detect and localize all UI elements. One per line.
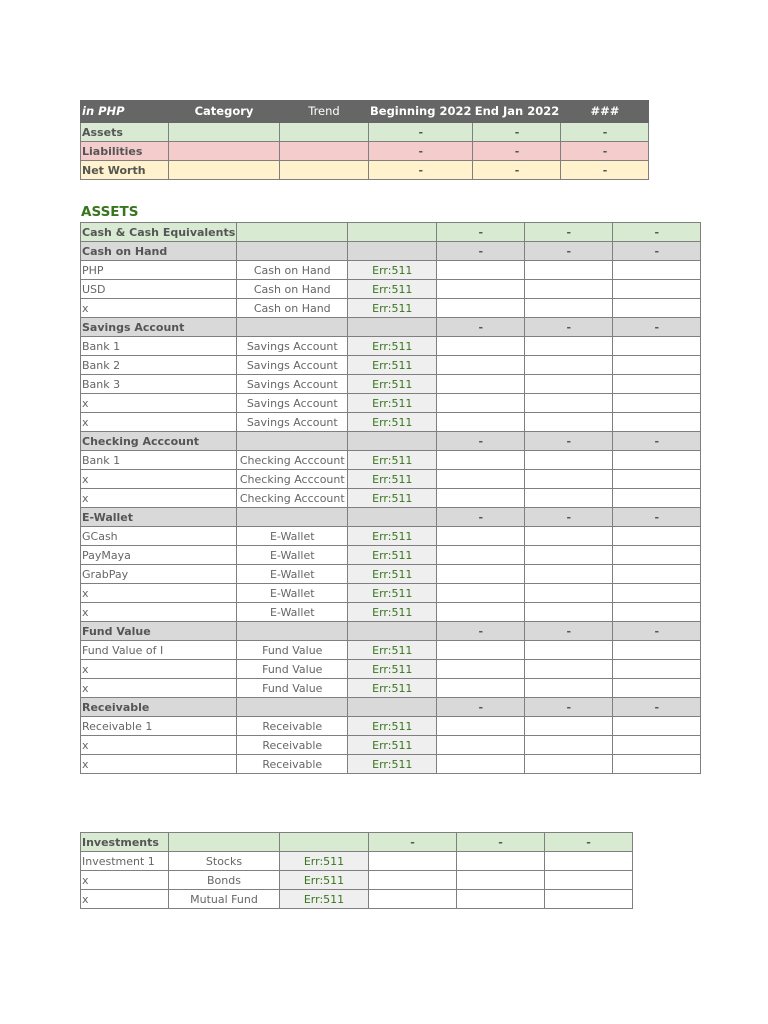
item-name-cell[interactable]: x	[81, 413, 237, 432]
item-name-cell[interactable]: x	[81, 890, 169, 909]
item-value-cell[interactable]	[613, 470, 701, 489]
table-row	[81, 470, 701, 489]
item-value-cell[interactable]	[437, 679, 525, 698]
item-category-cell[interactable]: Cash on Hand	[237, 299, 348, 318]
summary-assets-beginning[interactable]: -	[369, 123, 473, 142]
item-category-cell[interactable]: Bonds	[169, 871, 280, 890]
item-value-cell[interactable]	[437, 603, 525, 622]
group-row-savings-account-beginning[interactable]: -	[437, 318, 525, 337]
item-category-cell[interactable]: E-Wallet	[237, 527, 348, 546]
table-row	[81, 261, 701, 280]
cell[interactable]	[169, 161, 280, 180]
summary-net-worth-next[interactable]: -	[561, 161, 649, 180]
investments-table	[80, 832, 633, 909]
cell[interactable]	[237, 698, 348, 717]
item-name-cell[interactable]: Fund Value of I	[81, 641, 237, 660]
item-category-cell[interactable]: Cash on Hand	[237, 261, 348, 280]
item-value-cell[interactable]	[369, 890, 457, 909]
cell[interactable]	[348, 698, 437, 717]
cash-equivalents-row-end-jan[interactable]: -	[525, 223, 613, 242]
group-row-receivable-next[interactable]: -	[613, 698, 701, 717]
header-trend[interactable]: Trend	[280, 101, 369, 123]
group-row-e-wallet-label-text: E-Wallet	[82, 510, 134, 524]
cell[interactable]	[237, 432, 348, 451]
item-value-cell[interactable]	[613, 394, 701, 413]
item-name-cell[interactable]: Bank 1	[81, 451, 237, 470]
group-row-fund-value-label[interactable]	[81, 622, 237, 641]
item-category-cell[interactable]: Savings Account	[237, 356, 348, 375]
group-row-e-wallet-beginning[interactable]: -	[437, 508, 525, 527]
item-value-cell[interactable]	[369, 852, 457, 871]
cell[interactable]	[348, 508, 437, 527]
table-row	[81, 603, 701, 622]
item-name-cell[interactable]: x	[81, 584, 237, 603]
item-value-cell[interactable]	[437, 546, 525, 565]
item-trend-cell[interactable]: Err:511	[348, 736, 437, 755]
item-trend-cell[interactable]: Err:511	[348, 356, 437, 375]
item-trend-cell[interactable]: Err:511	[348, 337, 437, 356]
header-category[interactable]: Category	[169, 101, 280, 123]
item-value-cell[interactable]	[525, 717, 613, 736]
item-value-cell[interactable]	[437, 736, 525, 755]
item-value-cell[interactable]	[437, 413, 525, 432]
group-row-receivable-label[interactable]	[81, 698, 237, 717]
group-row-fund-value-next[interactable]: -	[613, 622, 701, 641]
item-value-cell[interactable]	[437, 337, 525, 356]
item-name-cell[interactable]: Bank 1	[81, 337, 237, 356]
item-name-cell[interactable]: USD	[81, 280, 237, 299]
item-value-cell[interactable]	[613, 679, 701, 698]
item-name-cell[interactable]: x	[81, 871, 169, 890]
item-name-cell[interactable]: GrabPay	[81, 565, 237, 584]
item-value-cell[interactable]	[525, 470, 613, 489]
cell[interactable]	[280, 142, 369, 161]
item-trend-cell[interactable]: Err:511	[280, 852, 369, 871]
item-category-cell[interactable]: Fund Value	[237, 679, 348, 698]
item-value-cell[interactable]	[613, 299, 701, 318]
item-name-cell[interactable]: x	[81, 736, 237, 755]
table-row	[81, 717, 701, 736]
summary-liabilities-label[interactable]: Liabilities	[81, 142, 169, 161]
item-value-cell[interactable]	[613, 717, 701, 736]
investments-row-label-text: Investments	[82, 835, 159, 849]
table-row	[81, 299, 701, 318]
item-value-cell[interactable]	[545, 871, 633, 890]
item-name-cell[interactable]: PHP	[81, 261, 237, 280]
item-category-cell[interactable]: Savings Account	[237, 413, 348, 432]
summary-net-worth-beginning[interactable]: -	[369, 161, 473, 180]
item-value-cell[interactable]	[525, 489, 613, 508]
item-value-cell[interactable]	[525, 603, 613, 622]
item-value-cell[interactable]	[437, 299, 525, 318]
item-category-cell[interactable]: Savings Account	[237, 337, 348, 356]
item-value-cell[interactable]	[613, 375, 701, 394]
item-category-cell[interactable]: Receivable	[237, 717, 348, 736]
item-value-cell[interactable]	[545, 852, 633, 871]
item-value-cell[interactable]	[437, 660, 525, 679]
item-value-cell[interactable]	[613, 736, 701, 755]
item-value-cell[interactable]	[525, 755, 613, 774]
cell[interactable]	[237, 223, 348, 242]
summary-row-liabilities	[81, 142, 649, 161]
item-value-cell[interactable]	[525, 527, 613, 546]
group-row-e-wallet-next[interactable]: -	[613, 508, 701, 527]
item-category-cell[interactable]: E-Wallet	[237, 584, 348, 603]
item-name-cell[interactable]: GCash	[81, 527, 237, 546]
item-name-cell[interactable]: x	[81, 603, 237, 622]
item-value-cell[interactable]	[613, 641, 701, 660]
group-row-checking-acccount-beginning[interactable]: -	[437, 432, 525, 451]
item-value-cell[interactable]	[525, 394, 613, 413]
cash-equivalents-row-next[interactable]: -	[613, 223, 701, 242]
item-trend-cell[interactable]: Err:511	[348, 546, 437, 565]
summary-header-row	[81, 101, 649, 123]
item-category-cell[interactable]: Receivable	[237, 755, 348, 774]
group-row-cash-on-hand-end-jan[interactable]: -	[525, 242, 613, 261]
table-row	[81, 565, 701, 584]
item-value-cell[interactable]	[525, 584, 613, 603]
group-row-checking-acccount-label-text: Checking Acccount	[82, 434, 200, 448]
item-trend-cell[interactable]: Err:511	[348, 470, 437, 489]
item-trend-cell[interactable]: Err:511	[348, 603, 437, 622]
assets-section-title: ASSETS	[81, 204, 139, 220]
item-value-cell[interactable]	[437, 641, 525, 660]
item-trend-cell[interactable]: Err:511	[348, 641, 437, 660]
item-category-cell[interactable]: Checking Acccount	[237, 489, 348, 508]
group-row-cash-on-hand-label-text: Cash on Hand	[82, 244, 168, 258]
item-value-cell[interactable]	[545, 890, 633, 909]
item-value-cell[interactable]	[525, 356, 613, 375]
header-beginning-2022[interactable]: Beginning 2022	[369, 101, 473, 123]
table-row	[81, 356, 701, 375]
item-name-cell[interactable]: Investment 1	[81, 852, 169, 871]
summary-liabilities-next[interactable]: -	[561, 142, 649, 161]
item-value-cell[interactable]	[613, 584, 701, 603]
table-row	[81, 679, 701, 698]
summary-assets-end-jan[interactable]: -	[473, 123, 561, 142]
header-in-php[interactable]: in PHP	[81, 101, 169, 123]
cell[interactable]	[169, 123, 280, 142]
item-value-cell[interactable]	[525, 546, 613, 565]
summary-table	[80, 100, 649, 180]
item-value-cell[interactable]	[613, 280, 701, 299]
item-trend-cell[interactable]: Err:511	[348, 717, 437, 736]
cell[interactable]	[237, 622, 348, 641]
item-category-cell[interactable]: E-Wallet	[237, 546, 348, 565]
investments-row-end-jan[interactable]: -	[457, 833, 545, 852]
investments-row	[81, 833, 633, 852]
item-value-cell[interactable]	[525, 413, 613, 432]
table-row	[81, 641, 701, 660]
item-value-cell[interactable]	[613, 603, 701, 622]
group-row-checking-acccount-next[interactable]: -	[613, 432, 701, 451]
item-value-cell[interactable]	[437, 470, 525, 489]
item-trend-cell[interactable]: Err:511	[348, 755, 437, 774]
item-trend-cell[interactable]: Err:511	[348, 394, 437, 413]
item-category-cell[interactable]: Receivable	[237, 736, 348, 755]
cell[interactable]	[237, 318, 348, 337]
item-name-cell[interactable]: Receivable 1	[81, 717, 237, 736]
item-name-cell[interactable]: x	[81, 489, 237, 508]
table-row	[81, 280, 701, 299]
item-category-cell[interactable]: Savings Account	[237, 394, 348, 413]
item-trend-cell[interactable]: Err:511	[348, 261, 437, 280]
group-row-savings-account	[81, 318, 701, 337]
item-value-cell[interactable]	[525, 280, 613, 299]
item-trend-cell[interactable]: Err:511	[348, 413, 437, 432]
summary-liabilities-beginning[interactable]: -	[369, 142, 473, 161]
item-category-cell[interactable]: Mutual Fund	[169, 890, 280, 909]
item-trend-cell[interactable]: Err:511	[348, 489, 437, 508]
item-name-cell[interactable]: x	[81, 679, 237, 698]
item-value-cell[interactable]	[437, 375, 525, 394]
group-row-checking-acccount-end-jan[interactable]: -	[525, 432, 613, 451]
item-trend-cell[interactable]: Err:511	[348, 280, 437, 299]
cash-equivalents-row	[81, 223, 701, 242]
table-row	[81, 546, 701, 565]
item-value-cell[interactable]	[613, 546, 701, 565]
cell[interactable]	[237, 242, 348, 261]
item-value-cell[interactable]	[613, 660, 701, 679]
summary-liabilities-end-jan[interactable]: -	[473, 142, 561, 161]
cell[interactable]	[169, 142, 280, 161]
item-category-cell[interactable]: Stocks	[169, 852, 280, 871]
item-name-cell[interactable]: Bank 3	[81, 375, 237, 394]
item-value-cell[interactable]	[437, 584, 525, 603]
group-row-receivable-beginning[interactable]: -	[437, 698, 525, 717]
group-row-savings-account-label-text: Savings Account	[82, 320, 185, 334]
item-category-cell[interactable]: E-Wallet	[237, 603, 348, 622]
group-row-savings-account-end-jan[interactable]: -	[525, 318, 613, 337]
item-value-cell[interactable]	[437, 280, 525, 299]
item-name-cell[interactable]: x	[81, 660, 237, 679]
assets-table	[80, 222, 701, 774]
summary-row-net-worth	[81, 161, 649, 180]
cash-equivalents-row-beginning[interactable]: -	[437, 223, 525, 242]
item-value-cell[interactable]	[613, 755, 701, 774]
group-row-cash-on-hand-beginning[interactable]: -	[437, 242, 525, 261]
group-row-fund-value-beginning[interactable]: -	[437, 622, 525, 641]
header-overflow[interactable]: ###	[561, 101, 649, 123]
item-value-cell[interactable]	[437, 717, 525, 736]
group-row-receivable-label-text: Receivable	[82, 700, 150, 714]
item-trend-cell[interactable]: Err:511	[348, 660, 437, 679]
item-value-cell[interactable]	[437, 489, 525, 508]
item-value-cell[interactable]	[613, 261, 701, 280]
item-category-cell[interactable]: Fund Value	[237, 641, 348, 660]
item-value-cell[interactable]	[613, 451, 701, 470]
item-value-cell[interactable]	[437, 565, 525, 584]
group-row-savings-account-label[interactable]	[81, 318, 237, 337]
group-row-e-wallet-end-jan[interactable]: -	[525, 508, 613, 527]
summary-assets-next[interactable]: -	[561, 123, 649, 142]
item-value-cell[interactable]	[525, 261, 613, 280]
table-row	[81, 584, 701, 603]
table-row	[81, 755, 701, 774]
table-row	[81, 375, 701, 394]
item-trend-cell[interactable]: Err:511	[348, 565, 437, 584]
item-value-cell[interactable]	[613, 527, 701, 546]
table-row	[81, 451, 701, 470]
item-category-cell[interactable]: Checking Acccount	[237, 470, 348, 489]
item-value-cell[interactable]	[437, 527, 525, 546]
investments-row-label[interactable]	[81, 833, 169, 852]
group-row-fund-value-label-text: Fund Value	[82, 624, 151, 638]
cell[interactable]	[348, 318, 437, 337]
item-trend-cell[interactable]: Err:511	[348, 299, 437, 318]
table-row	[81, 413, 701, 432]
item-value-cell[interactable]	[525, 660, 613, 679]
table-row	[81, 337, 701, 356]
cell[interactable]	[348, 622, 437, 641]
table-row	[81, 489, 701, 508]
item-category-cell[interactable]: Savings Account	[237, 375, 348, 394]
item-value-cell[interactable]	[437, 261, 525, 280]
investments-row-next[interactable]: -	[545, 833, 633, 852]
item-value-cell[interactable]	[457, 852, 545, 871]
item-trend-cell[interactable]: Err:511	[280, 890, 369, 909]
item-value-cell[interactable]	[613, 565, 701, 584]
item-category-cell[interactable]: Cash on Hand	[237, 280, 348, 299]
item-category-cell[interactable]: Fund Value	[237, 660, 348, 679]
table-row	[81, 660, 701, 679]
group-row-receivable	[81, 698, 701, 717]
item-trend-cell[interactable]: Err:511	[348, 451, 437, 470]
header-end-jan-2022[interactable]: End Jan 2022	[473, 101, 561, 123]
cell[interactable]	[237, 508, 348, 527]
item-value-cell[interactable]	[613, 489, 701, 508]
summary-row-assets	[81, 123, 649, 142]
item-value-cell[interactable]	[525, 451, 613, 470]
item-value-cell[interactable]	[613, 337, 701, 356]
cash-equivalents-row-label-text: Cash & Cash Equivalents	[82, 225, 236, 239]
cash-equivalents-row-label[interactable]	[81, 223, 237, 242]
table-row	[81, 890, 633, 909]
item-value-cell[interactable]	[457, 890, 545, 909]
table-row	[81, 852, 633, 871]
summary-net-worth-label[interactable]: Net Worth	[81, 161, 169, 180]
group-row-e-wallet-label[interactable]	[81, 508, 237, 527]
cell[interactable]	[280, 833, 369, 852]
item-name-cell[interactable]: Bank 2	[81, 356, 237, 375]
item-value-cell[interactable]	[369, 871, 457, 890]
item-category-cell[interactable]: E-Wallet	[237, 565, 348, 584]
investments-row-beginning[interactable]: -	[369, 833, 457, 852]
item-name-cell[interactable]: x	[81, 755, 237, 774]
group-row-fund-value	[81, 622, 701, 641]
cell[interactable]	[169, 833, 280, 852]
cell[interactable]	[348, 223, 437, 242]
item-value-cell[interactable]	[437, 451, 525, 470]
item-value-cell[interactable]	[525, 736, 613, 755]
item-value-cell[interactable]	[525, 641, 613, 660]
group-row-e-wallet	[81, 508, 701, 527]
group-row-fund-value-end-jan[interactable]: -	[525, 622, 613, 641]
group-row-cash-on-hand-label[interactable]	[81, 242, 237, 261]
item-value-cell[interactable]	[525, 337, 613, 356]
cell[interactable]	[280, 123, 369, 142]
group-row-cash-on-hand-next[interactable]: -	[613, 242, 701, 261]
item-trend-cell[interactable]: Err:511	[348, 375, 437, 394]
item-trend-cell[interactable]: Err:511	[348, 527, 437, 546]
group-row-savings-account-next[interactable]: -	[613, 318, 701, 337]
item-value-cell[interactable]	[613, 356, 701, 375]
table-row	[81, 394, 701, 413]
item-value-cell[interactable]	[457, 871, 545, 890]
item-name-cell[interactable]: x	[81, 470, 237, 489]
item-value-cell[interactable]	[437, 394, 525, 413]
cell[interactable]	[280, 161, 369, 180]
item-value-cell[interactable]	[437, 755, 525, 774]
summary-net-worth-end-jan[interactable]: -	[473, 161, 561, 180]
group-row-cash-on-hand	[81, 242, 701, 261]
item-category-cell[interactable]: Checking Acccount	[237, 451, 348, 470]
group-row-receivable-end-jan[interactable]: -	[525, 698, 613, 717]
group-row-checking-acccount-label[interactable]	[81, 432, 237, 451]
item-name-cell[interactable]: x	[81, 299, 237, 318]
group-row-checking-acccount	[81, 432, 701, 451]
table-row	[81, 736, 701, 755]
item-value-cell[interactable]	[525, 679, 613, 698]
item-trend-cell[interactable]: Err:511	[280, 871, 369, 890]
item-name-cell[interactable]: PayMaya	[81, 546, 237, 565]
item-value-cell[interactable]	[525, 375, 613, 394]
item-value-cell[interactable]	[613, 413, 701, 432]
item-trend-cell[interactable]: Err:511	[348, 584, 437, 603]
item-value-cell[interactable]	[525, 565, 613, 584]
summary-assets-label[interactable]: Assets	[81, 123, 169, 142]
cell[interactable]	[348, 242, 437, 261]
item-value-cell[interactable]	[437, 356, 525, 375]
item-name-cell[interactable]: x	[81, 394, 237, 413]
table-row	[81, 871, 633, 890]
cell[interactable]	[348, 432, 437, 451]
item-value-cell[interactable]	[525, 299, 613, 318]
item-trend-cell[interactable]: Err:511	[348, 679, 437, 698]
table-row	[81, 527, 701, 546]
